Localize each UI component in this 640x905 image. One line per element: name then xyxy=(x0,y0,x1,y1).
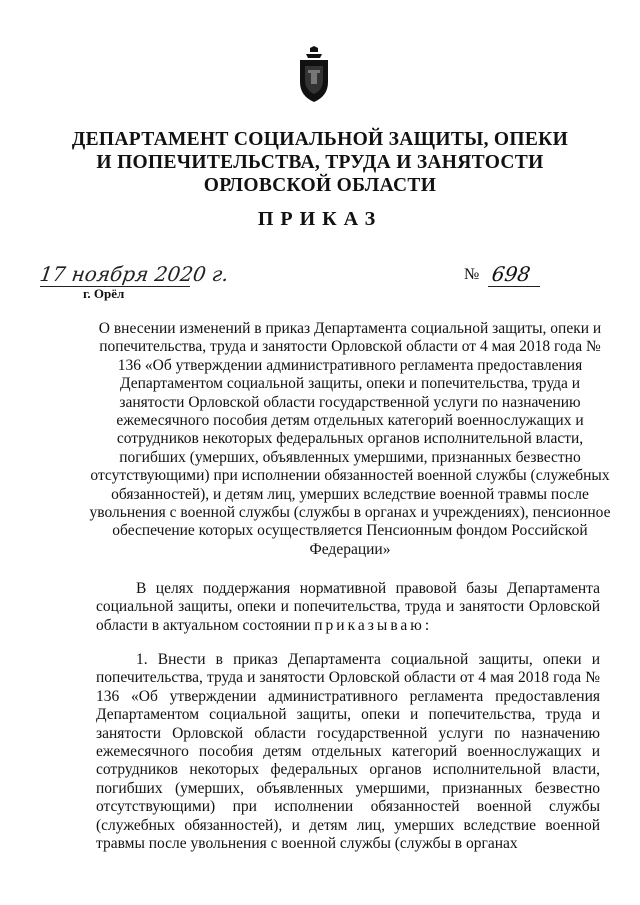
coat-of-arms-icon xyxy=(296,46,332,102)
header-line: ОРЛОВСКОЙ ОБЛАСТИ xyxy=(203,175,437,196)
header-line: ДЕПАРТАМЕНТ СОЦИАЛЬНОЙ ЗАЩИТЫ, ОПЕКИ xyxy=(71,129,569,150)
city-label: г. Орёл xyxy=(83,286,125,301)
header-line: И ПОПЕЧИТЕЛЬСТВА, ТРУДА И ЗАНЯТОСТИ xyxy=(96,152,544,173)
preamble-text: В целях поддержания нормативной правовой базы Департамента социальной защиты, опеки и попечительства, труда и занятости Орловской области в актуальном состоянии xyxy=(96,580,600,634)
order-title: О внесении изменений в приказ Департамента социальной защиты, опеки и попечительства, труда и занятости Орловской области от 4 мая 2018 года № 136 «Об утверждении административного регламента предоставления Департаментом социальной защиты, опеки и попечительства, труда и занятости Орловской области государственной услуги по назначению ежемесячного пособия детям отдельных категорий военнослужащих и сотрудников некоторых федеральных органов исполнительной власти, погибших (умерших, объявленных умершими, признанных безвестно отсутствующими) при исполнении обязанностей военной службы (служебных обязанностей), и детям лиц, умерших вследствие военной травмы после увольнения с военной службы (службы в органах и учреждениях), пенсионное обеспечение которых осуществляется Пенсионным фондом Российской Федерации» xyxy=(89,320,611,558)
preamble-paragraph xyxy=(96,580,600,635)
number-underline xyxy=(488,286,540,287)
item-1-paragraph xyxy=(96,651,600,853)
document-type: ПРИКАЗ xyxy=(257,208,383,230)
handwritten-date: 17 ноября 2020 г. xyxy=(38,262,231,286)
order-word: приказываю: xyxy=(314,616,433,634)
number-label: № xyxy=(464,266,480,283)
item-1-text: 1. Внести в приказ Департамента социальной защиты, опеки и попечительства, труда и занятости Орловской области от 4 мая 2018 года № 136 «Об утверждении административного регламента предоставления Департаментом социальной защиты, опеки и попечительства, труда и занятости Орловской области государственной услуги по назначению ежемесячного пособия детям отдельных категорий военнослужащих и сотрудников некоторых федеральных органов исполнительной власти, погибших (умерших, объявленных умершими, признанных безвестно отсутствующими) при исполнении обязанностей военной службы (служебных обязанностей), и детям лиц, умерших вследствие военной травмы после увольнения с военной службы (службы в органах xyxy=(96,651,600,853)
department-header xyxy=(40,128,600,197)
handwritten-number: 698 xyxy=(490,262,532,286)
